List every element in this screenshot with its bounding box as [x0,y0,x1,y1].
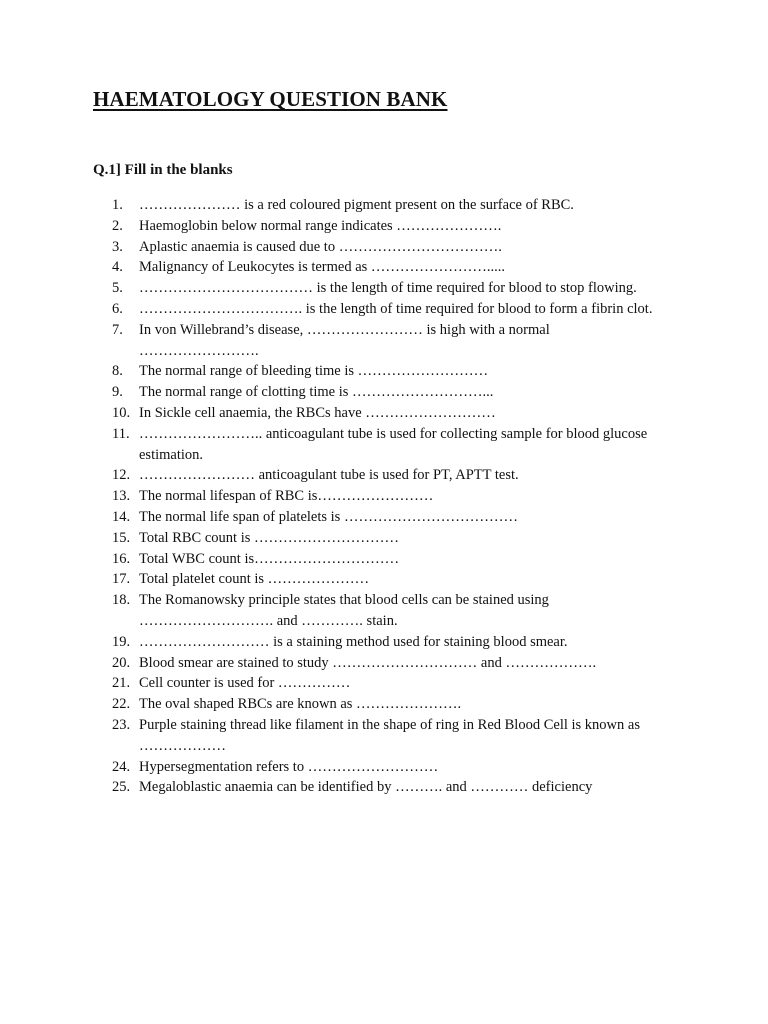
question-number: 20. [112,654,131,671]
question-text: Hypersegmentation refers to ……………………… [139,758,439,775]
question-number: 6. [112,300,123,317]
question-text: In von Willebrand’s disease, …………………… is high with a normal ……………………. [139,321,550,359]
question-item [112,694,672,715]
question-number: 5. [112,280,123,297]
question-number: 1. [112,197,123,213]
question-number: 10. [112,404,131,421]
question-item [112,237,672,258]
document-title: HAEMATOLOGY QUESTION BANK [93,87,448,111]
question-item [112,403,672,424]
question-number: 24. [112,758,131,775]
question-number: 19. [112,633,131,650]
question-item [112,673,672,694]
question-number: 17. [112,571,131,588]
question-text: Aplastic anaemia is caused due to ……………………………. [139,238,502,255]
question-text: Megaloblastic anaemia can be identified by ………. and ………… deficiency [139,779,593,796]
question-item [112,590,672,632]
question-text: Total platelet count is ………………… [139,571,370,588]
section-heading: Q.1] Fill in the blanks [93,162,233,178]
question-text: …………………….. anticoagulant tube is used for collecting sample for blood glucose estimation. [139,425,648,463]
question-item [112,361,672,382]
question-number: 8. [112,363,123,380]
question-number: 11. [112,425,130,442]
question-item [112,528,672,549]
question-number: 23. [112,716,131,733]
question-text: Cell counter is used for …………… [139,675,351,692]
question-item [112,424,672,466]
question-number: 2. [112,217,123,234]
question-text: ……………………………… is the length of time required for blood to stop flowing. [139,280,637,297]
question-text: The normal range of bleeding time is ……………………… [139,363,489,380]
question-number: 14. [112,508,131,525]
question-item [112,278,672,299]
question-number: 25. [112,779,131,796]
question-item [112,465,672,486]
question-item [112,486,672,507]
question-item [112,569,672,590]
question-item [112,382,672,403]
question-item [112,195,672,216]
question-item [112,777,672,798]
question-text: Total WBC count is………………………… [139,550,400,567]
question-text: Malignancy of Leukocytes is termed as ……………………..... [139,259,506,276]
question-text: The normal range of clotting time is ………………………... [139,384,494,401]
question-item [112,257,672,278]
question-text: In Sickle cell anaemia, the RBCs have ……………………… [139,404,496,421]
question-item [112,299,672,320]
question-number: 15. [112,529,131,546]
question-text: Haemoglobin below normal range indicates …………………. [139,217,502,234]
question-text: The Romanowsky principle states that blood cells can be stained using ………………………. and …………. stain. [139,592,549,629]
question-item [112,653,672,674]
question-number: 3. [112,238,123,255]
question-item [112,320,672,362]
question-number: 18. [112,592,131,609]
question-number: 12. [112,467,131,484]
question-number: 16. [112,550,131,567]
question-item [112,549,672,570]
question-text: ……………………… is a staining method used for staining blood smear. [139,633,568,650]
question-number: 22. [112,696,131,713]
question-item [112,715,672,757]
question-text: Total RBC count is ………………………… [139,529,399,546]
question-number: 13. [112,488,131,505]
question-number: 21. [112,675,131,692]
question-text: The normal lifespan of RBC is…………………… [139,488,434,505]
question-text: …………………… anticoagulant tube is used for PT, APTT test. [139,467,519,484]
question-item [112,216,672,237]
question-text: Blood smear are stained to study ………………………… and ………………. [139,654,597,671]
question-text: The oval shaped RBCs are known as …………………. [139,696,462,713]
question-text: The normal life span of platelets is ……………………………… [139,508,518,525]
question-number: 4. [112,259,123,276]
question-item [112,507,672,528]
question-item [112,757,672,778]
question-list [112,195,672,798]
question-text: ………………… is a red coloured pigment present on the surface of RBC. [139,197,574,213]
question-number: 9. [112,384,123,401]
question-text: Purple staining thread like filament in the shape of ring in Red Blood Cell is known as ……………… [139,716,640,754]
question-item [112,632,672,653]
question-text: ……………………………. is the length of time required for blood to form a fibrin clot. [139,300,653,317]
question-number: 7. [112,321,123,338]
